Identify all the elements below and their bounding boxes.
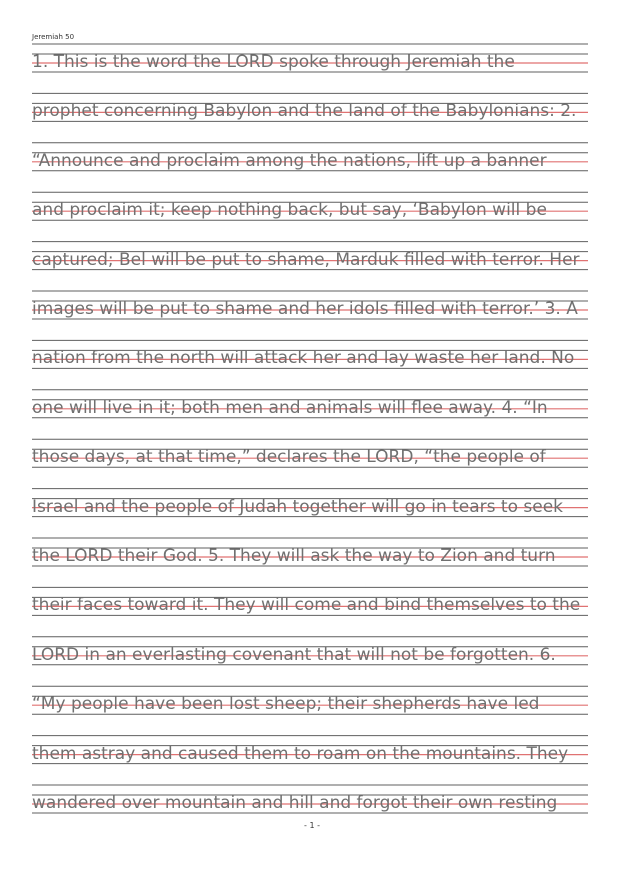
tracing-line-text: wandered over mountain and hill and forgot their own resting — [32, 793, 558, 813]
tracing-line — [32, 242, 588, 282]
tracing-line — [32, 192, 588, 232]
tracing-line-text: images will be put to shame and her idols filled with terror.’ 3. A — [32, 299, 578, 319]
tracing-line-text: LORD in an everlasting covenant that will not be forgotten. 6. — [32, 644, 556, 665]
tracing-line-text: 1. This is the word the LORD spoke through Jeremiah the — [32, 52, 515, 72]
tracing-line-text: nation from the north will attack her and lay waste her land. No — [32, 348, 575, 369]
tracing-line-text: the LORD their God. 5. They will ask the way to Zion and turn — [32, 546, 556, 566]
tracing-line — [32, 686, 588, 726]
tracing-line — [32, 143, 588, 183]
tracing-line — [32, 291, 588, 331]
page-header-title: Jeremiah 50 — [32, 33, 75, 41]
tracing-line — [32, 587, 588, 627]
tracing-line — [32, 785, 588, 825]
tracing-line — [32, 390, 588, 430]
tracing-line-text: prophet concerning Babylon and the land of the Babylonians: 2. — [32, 101, 577, 122]
tracing-line — [32, 439, 588, 479]
tracing-line — [32, 736, 588, 776]
tracing-line-text: Israel and the people of Judah together will go in tears to seek — [32, 496, 564, 517]
tracing-line — [32, 44, 588, 84]
tracing-line — [32, 637, 588, 677]
tracing-line-text: captured; Bel will be put to shame, Marduk filled with terror. Her — [32, 249, 580, 270]
page-number: - 1 - — [304, 821, 320, 830]
tracing-line-text: and proclaim it; keep nothing back, but say, ‘Babylon will be — [32, 200, 547, 221]
tracing-line-text: those days, at that time,” declares the LORD, “the people of — [32, 447, 546, 468]
tracing-line — [32, 93, 588, 133]
tracing-line — [32, 538, 588, 578]
tracing-line-text: their faces toward it. They will come and bind themselves to the — [32, 595, 581, 616]
tracing-line — [32, 489, 588, 529]
tracing-line-text: one will live in it; both men and animals will flee away. 4. “In — [32, 397, 548, 418]
tracing-line — [32, 340, 588, 380]
tracing-line-text: “Announce and proclaim among the nations, lift up a banner — [32, 150, 547, 171]
tracing-line-text: “My people have been lost sheep; their shepherds have led — [32, 694, 540, 715]
tracing-line-text: them astray and caused them to roam on the mountains. They — [32, 743, 569, 764]
